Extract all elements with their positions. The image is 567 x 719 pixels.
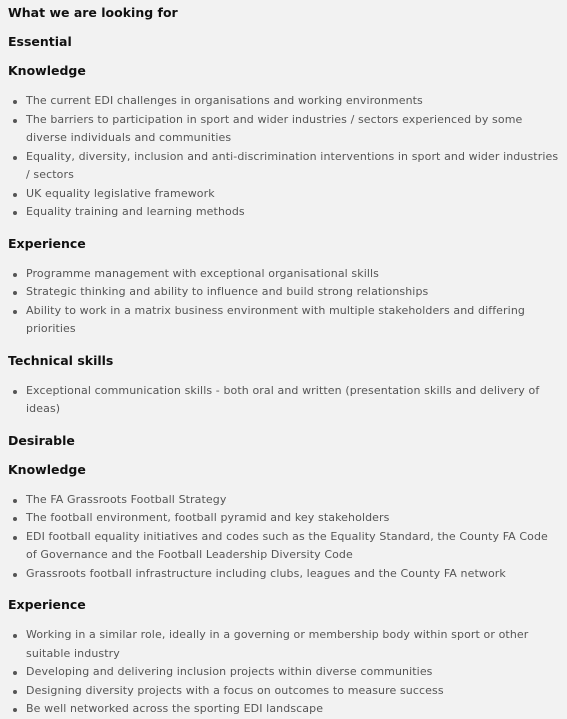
list-item: Working in a similar role, ideally in a governing or membership body within sport or other suitable industry [8, 626, 559, 663]
list-item: EDI football equality initiatives and codes such as the Equality Standard, the County FA Code of Governance and the Football Leadership Diversity Code [8, 528, 559, 565]
desirable-experience-heading: Experience [8, 597, 86, 612]
list-item: Developing and delivering inclusion projects within diverse communities [8, 663, 559, 682]
list-item: Grassroots football infrastructure including clubs, leagues and the County FA network [8, 565, 559, 584]
desirable-experience-list [8, 626, 559, 719]
essential-experience-heading: Experience [8, 235, 86, 251]
page-title: What we are looking for [8, 5, 178, 20]
essential-knowledge-heading: Knowledge [8, 63, 86, 78]
desirable-knowledge-list [8, 491, 559, 584]
list-item: The barriers to participation in sport and wider industries / sectors experienced by some diverse individuals and communities [8, 111, 559, 148]
list-item: The current EDI challenges in organisations and working environments [8, 92, 559, 111]
list-item: Equality, diversity, inclusion and anti-discrimination interventions in sport and wider industries / sectors [8, 148, 559, 185]
list-item: The football environment, football pyramid and key stakeholders [8, 509, 559, 528]
list-item: Exceptional communication skills - both oral and written (presentation skills and delivery of ideas) [8, 382, 559, 419]
desirable-heading: Desirable [8, 432, 75, 448]
list-item: Programme management with exceptional organisational skills [8, 265, 559, 284]
list-item: UK equality legislative framework [8, 185, 559, 204]
list-item: Ability to work in a matrix business environment with multiple stakeholders and differing priorities [8, 302, 559, 339]
list-item: Equality training and learning methods [8, 203, 559, 222]
technical-skills-list [8, 382, 559, 419]
list-item: Strategic thinking and ability to influence and build strong relationships [8, 283, 559, 302]
essential-experience-list [8, 265, 559, 339]
essential-knowledge-list [8, 92, 559, 222]
desirable-knowledge-heading: Knowledge [8, 461, 86, 477]
list-item: Be well networked across the sporting EDI landscape [8, 700, 559, 719]
list-item: The FA Grassroots Football Strategy [8, 491, 559, 510]
essential-heading: Essential [8, 34, 72, 49]
list-item: Designing diversity projects with a focus on outcomes to measure success [8, 682, 559, 701]
technical-skills-heading: Technical skills [8, 352, 114, 368]
